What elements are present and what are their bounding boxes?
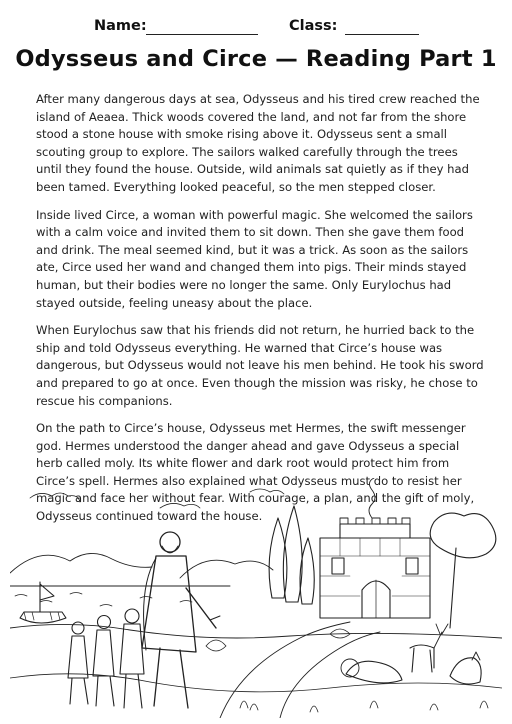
odysseus-circe-illustration xyxy=(10,478,502,718)
sailors-group xyxy=(68,609,144,708)
odysseus-figure xyxy=(142,532,220,708)
ship-drawing xyxy=(20,582,66,623)
olive-tree xyxy=(450,548,456,628)
paragraph-2: Inside lived Circe, a woman with powerful magic. She welcomed the sailors with a calm voice and invited them to sit down. Then she gave them food and drink. The meal seemed kind, but it was a trick. As soon as the sailors ate, Circe used her wand and changed them into pigs. Their minds stayed human, but their bodies were no longer the same. Only Eurylochus had stayed outside, feeling uneasy about the place. xyxy=(36,207,473,310)
name-label: Name: xyxy=(94,18,147,34)
deer-drawing xyxy=(410,624,448,672)
reading-passage xyxy=(36,91,484,536)
paragraph-1: After many dangerous days at sea, Odysseus and his tired crew reached the island of Aeaea. Thick woods covered the land, and not far from the shore stood a stone house with smoke rising above it. Odysseus sent a small scouting group to explore. The sailors walked carefully through the trees until they found the house. Outside, wild animals sat quietly as if they had been tamed. Everything looked peaceful, so the men stepped closer. xyxy=(36,92,480,194)
class-field-line[interactable] xyxy=(345,34,419,35)
lion-drawing xyxy=(341,659,402,683)
stone-house-drawing xyxy=(320,478,430,618)
name-field-line[interactable] xyxy=(146,34,258,35)
class-label: Class: xyxy=(289,18,338,34)
paragraph-4: On the path to Circe’s house, Odysseus met Hermes, the swift messenger god. Hermes understood the danger ahead and gave Odysseus a special herb called moly. Its white flower and dark root would protect him from Circe’s spell. Hermes also explained what Odysseus must do to resist her magic and face her without fear. With courage, a plan, and the gift of moly, Odysseus continued toward the house. xyxy=(36,421,475,524)
wolf-drawing xyxy=(450,652,481,684)
paragraph-3: When Eurylochus saw that his friends did not return, he hurried back to the ship and told Odysseus everything. He warned that Circe’s house was dangerous, but Odysseus would not leave his men behind. He took his sword and prepared to go at once. Even though the mission was risky, he chose to rescue his companions. xyxy=(36,323,484,408)
page-title: Odysseus and Circe — Reading Part 1 xyxy=(15,46,497,72)
worksheet-header xyxy=(0,14,512,40)
